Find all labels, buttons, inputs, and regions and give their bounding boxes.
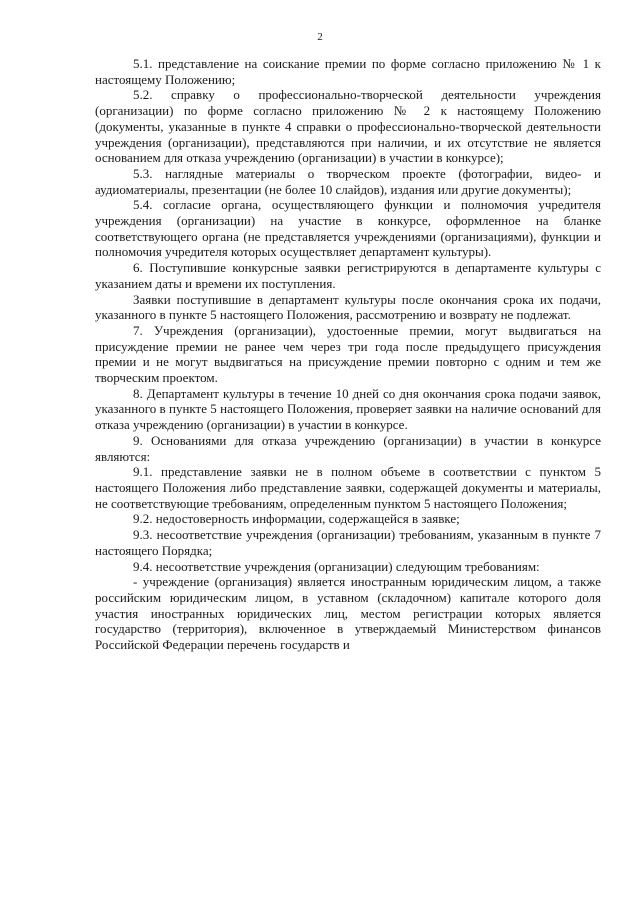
- paragraph-5-2: 5.2. справку о профессионально-творческой деятельности учреждения (организации) по форме согласно приложению № 2 к настоящему Положению (документы, указанные в пункте 4 справки о профессионально-творческой деятельности учреждения (организации), представляются при наличии, и их отсутствие не является основанием для отказа учреждению (организации) в участии в конкурсе);: [95, 87, 601, 166]
- paragraph-8: 8. Департамент культуры в течение 10 дней со дня окончания срока подачи заявок, указанного в пункте 5 настоящего Положения, проверяет заявки на наличие оснований для отказа учреждению (организации) в участии в конкурсе.: [95, 385, 601, 433]
- paragraph-9-4: 9.4. несоответствие учреждения (организации) следующим требованиям:: [133, 558, 540, 574]
- page-number: 2: [317, 31, 323, 43]
- paragraph-5-4: 5.4. согласие органа, осуществляющего функции и полномочия учредителя учреждения (организации) на участие в конкурсе, оформленное на бланке соответствующего органа (не представляется учреждениями (организациями), функции и полномочия учредителя которых осуществляет департамент культуры).: [95, 197, 601, 260]
- paragraph-9-1: 9.1. представление заявки не в полном объеме в соответствии с пунктом 5 настоящего Положения либо представление заявки, содержащей документы и материалы, не соответствующие требованиям, определенным пунктом 5 настоящего Положения;: [95, 464, 601, 511]
- paragraph-9-4-item: - учреждение (организация) является иностранным юридическим лицом, а также российским юридическим лицом, в уставном (складочном) капитале которого доля участия иностранных юридических лиц, местом регистрации которых является государство (территория), включенное в утверждаемый Министерством финансов Российской Федерации перечень государств и: [95, 574, 601, 653]
- paragraph-9-2: 9.2. недостоверность информации, содержащейся в заявке;: [133, 511, 460, 527]
- paragraph-6-late-applications: Заявки поступившие в департамент культуры после окончания срока их подачи, указанного в пункте 5 настоящего Положения, рассмотрению и возврату не подлежат.: [95, 291, 601, 323]
- paragraph-7: 7. Учреждения (организации), удостоенные премии, могут выдвигаться на присуждение премии не ранее чем через три года после предыдущего присуждения премии и не могут выдвигаться на присуждение премии повторно с одним и тем же творческим проектом.: [95, 322, 601, 386]
- paragraph-6: 6. Поступившие конкурсные заявки регистрируются в департаменте культуры с указанием даты и времени их поступления.: [95, 260, 601, 291]
- document-body: [95, 56, 601, 653]
- paragraph-9: 9. Основаниями для отказа учреждению (организации) в участии в конкурсе являются:: [95, 432, 601, 464]
- paragraph-5-1: 5.1. представление на соискание премии по форме согласно приложению № 1 к настоящему Положению;: [95, 56, 601, 87]
- paragraph-9-3: 9.3. несоответствие учреждения (организации) требованиям, указанным в пункте 7 настоящего Порядка;: [95, 527, 601, 558]
- paragraph-5-3: 5.3. наглядные материалы о творческом проекте (фотографии, видео- и аудиоматериалы, презентации (не более 10 слайдов), издания или другие документы);: [95, 165, 601, 197]
